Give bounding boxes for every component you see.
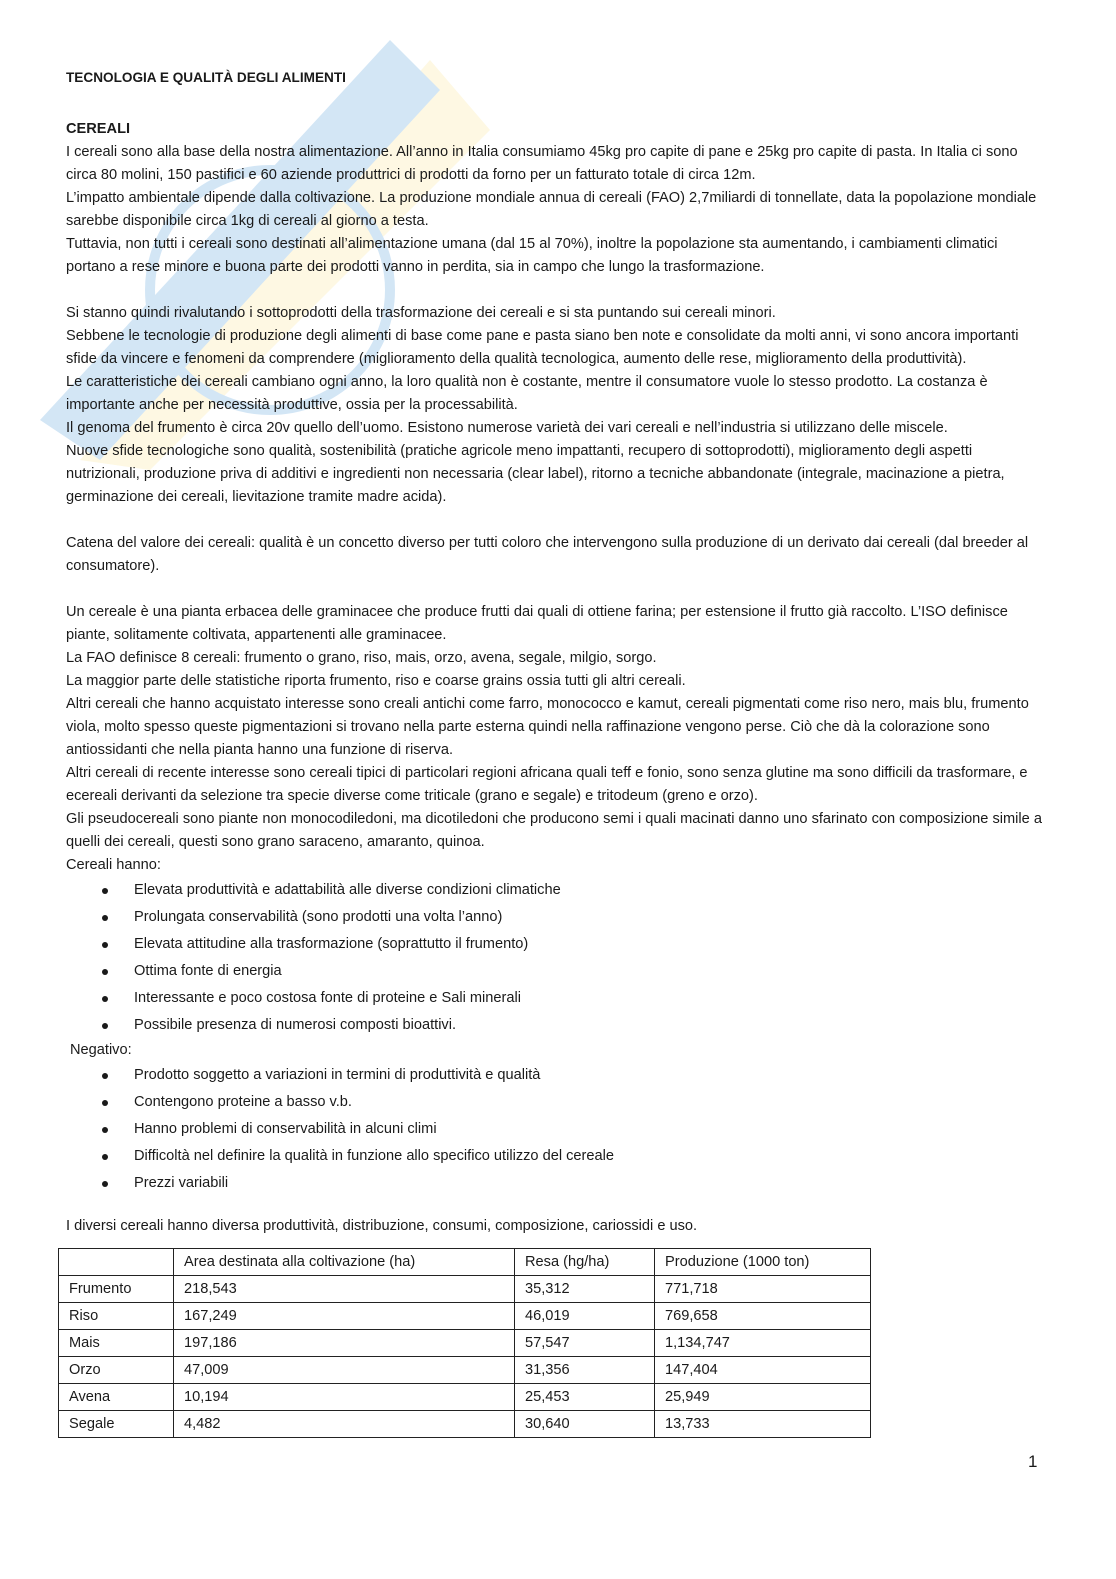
paragraph: L’impatto ambientale dipende dalla coltivazione. La produzione mondiale annua di cereali (FAO) 2,7miliardi di tonnellate, data la popolazione mondiale sarebbe disponibile circa 1kg di cereali al giorno a testa.	[66, 190, 1037, 229]
table-row	[59, 1357, 871, 1384]
table-cell: Mais	[59, 1330, 174, 1357]
paragraph: Le caratteristiche dei cereali cambiano ogni anno, la loro qualità non è costante, mentre il consumatore vuole lo stesso prodotto. La costanza è importante anche per necessità produttive, ossia per la processabilità.	[66, 374, 988, 413]
table-cell: 13,733	[655, 1411, 871, 1438]
negative-label: Negativo:	[70, 1042, 132, 1058]
cons-list	[66, 1062, 1046, 1197]
table-row	[59, 1384, 871, 1411]
table-cell: 35,312	[515, 1276, 655, 1303]
table-cell: Segale	[59, 1411, 174, 1438]
table-cell: 197,186	[174, 1330, 515, 1357]
table-cell: 4,482	[174, 1411, 515, 1438]
table-cell: 769,658	[655, 1303, 871, 1330]
list-item: Interessante e poco costosa fonte di proteine e Sali minerali	[66, 985, 1046, 1012]
list-item: Prezzi variabili	[66, 1170, 1046, 1197]
table-cell: 25,453	[515, 1384, 655, 1411]
paragraph: I cereali sono alla base della nostra alimentazione. All’anno in Italia consumiamo 45kg pro capite di pane e 25kg pro capite di pasta. In Italia ci sono circa 80 molini, 150 pastifici e 60 aziende produttrici di prodotti da forno per un fatturato totale di circa 12m.	[66, 144, 1018, 183]
table-cell: 25,949	[655, 1384, 871, 1411]
list-item: Elevata attitudine alla trasformazione (soprattutto il frumento)	[66, 931, 1046, 958]
list-item: Prolungata conservabilità (sono prodotti una volta l’anno)	[66, 904, 1046, 931]
paragraph: Il genoma del frumento è circa 20v quello dell’uomo. Esistono numerose varietà dei vari cereali e nell’industria si utilizzano delle miscele.	[66, 420, 948, 436]
paragraph: La maggior parte delle statistiche riporta frumento, riso e coarse grains ossia tutti gli altri cereali.	[66, 673, 686, 689]
page-number: 1	[1028, 1452, 1038, 1471]
paragraph: La FAO definisce 8 cereali: frumento o grano, riso, mais, orzo, avena, segale, milgio, sorgo.	[66, 650, 657, 666]
table-cell: Riso	[59, 1303, 174, 1330]
list-item: Possibile presenza di numerosi composti bioattivi.	[66, 1012, 1046, 1039]
list-item: Difficoltà nel definire la qualità in funzione allo specifico utilizzo del cereale	[66, 1143, 1046, 1170]
paragraph: Altri cereali che hanno acquistato interesse sono creali antichi come farro, monococco e kamut, cereali pigmentati come riso nero, mais blu, frumento viola, molto spesso queste pigmentazioni si trovano nella parte esterna quindi nella raffinazione vengono perse. Ciò che dà la colorazione sono antiossidanti che nella pianta hanno una funzione di riserva.	[66, 696, 1029, 758]
paragraph: Gli pseudocereali sono piante non monocodiledoni, ma dicotiledoni che producono semi i quali macinati danno uno sfarinato con composizione simile a quelli dei cereali, questi sono grano saraceno, amaranto, quinoa.	[66, 811, 1042, 850]
table-header-cell: Produzione (1000 ton)	[655, 1249, 871, 1276]
paragraph: Catena del valore dei cereali: qualità è un concetto diverso per tutti coloro che intervengono sulla produzione di un derivato dai cereali (dal breeder al consumatore).	[66, 535, 1029, 574]
table-cell: 147,404	[655, 1357, 871, 1384]
table-cell: 10,194	[174, 1384, 515, 1411]
table-header-row	[59, 1249, 871, 1276]
paragraph: Nuove sfide tecnologiche sono qualità, sostenibilità (pratiche agricole meno impattanti, recupero di sottoprodotti), miglioramento degli aspetti nutrizionali, produzione priva di additivi e ingredienti non necessaria (clear label), ritorno a tecniche abbandonate (integrale, macinazione a pietra, germinazione dei cereali, lievitazione tramite madre acida).	[66, 443, 1005, 505]
paragraph: Altri cereali di recente interesse sono cereali tipici di particolari regioni africana quali teff e fonio, sono senza glutine ma sono difficili da trasformare, e ecereali derivanti da selezione tra specie diverse come triticale (grano e segale) e tritodeum (greno e orzo).	[66, 765, 1028, 804]
table-cell: 771,718	[655, 1276, 871, 1303]
table-row	[59, 1330, 871, 1357]
list-item: Hanno problemi di conservabilità in alcuni climi	[66, 1116, 1046, 1143]
paragraph: Cereali hanno:	[66, 857, 161, 873]
table-cell: 1,134,747	[655, 1330, 871, 1357]
section-title: CEREALI	[66, 121, 131, 137]
table-cell: 31,356	[515, 1357, 655, 1384]
list-item: Ottima fonte di energia	[66, 958, 1046, 985]
table-header-cell: Resa (hg/ha)	[515, 1249, 655, 1276]
table-row	[59, 1411, 871, 1438]
table-row	[59, 1276, 871, 1303]
table-cell: Orzo	[59, 1357, 174, 1384]
pros-list	[66, 877, 1046, 1039]
table-cell: 30,640	[515, 1411, 655, 1438]
table-cell: 46,019	[515, 1303, 655, 1330]
paragraph: Tuttavia, non tutti i cereali sono destinati all’alimentazione umana (dal 15 al 70%), inoltre la popolazione sta aumentando, i cambiamenti climatici portano a rese minore e buona parte dei prodotti vanno in perdita, sia in campo che lungo la trasformazione.	[66, 236, 998, 275]
table-cell: 167,249	[174, 1303, 515, 1330]
table-cell: Frumento	[59, 1276, 174, 1303]
list-item: Contengono proteine a basso v.b.	[66, 1089, 1046, 1116]
table-caption: I diversi cereali hanno diversa produttività, distribuzione, consumi, composizione, cariossidi e uso.	[66, 1218, 698, 1234]
table-cell: 57,547	[515, 1330, 655, 1357]
document-body	[66, 68, 1046, 1238]
table-cell: 47,009	[174, 1357, 515, 1384]
table-cell: Avena	[59, 1384, 174, 1411]
list-item: Elevata produttività e adattabilità alle diverse condizioni climatiche	[66, 877, 1046, 904]
cereals-table	[58, 1248, 871, 1438]
paragraph: Un cereale è una pianta erbacea delle graminacee che produce frutti dai quali di ottiene farina; per estensione il frutto già raccolto. L’ISO definisce piante, solitamente coltivata, appartenenti alle graminacee.	[66, 604, 1008, 643]
list-item: Prodotto soggetto a variazioni in termini di produttività e qualità	[66, 1062, 1046, 1089]
table-header-cell	[59, 1249, 174, 1276]
paragraph: Si stanno quindi rivalutando i sottoprodotti della trasformazione dei cereali e si sta puntando sui cereali minori.	[66, 305, 776, 321]
document-title: TECNOLOGIA E QUALITÀ DEGLI ALIMENTI	[66, 70, 346, 85]
table-header-cell: Area destinata alla coltivazione (ha)	[174, 1249, 515, 1276]
paragraph: Sebbene le tecnologie di produzione degli alimenti di base come pane e pasta siano ben note e consolidate da molti anni, vi sono ancora importanti sfide da vincere e fenomeni da comprendere (miglioramento della qualità tecnologica, aumento delle rese, miglioramento della produttività).	[66, 328, 1019, 367]
table-row	[59, 1303, 871, 1330]
table-cell: 218,543	[174, 1276, 515, 1303]
